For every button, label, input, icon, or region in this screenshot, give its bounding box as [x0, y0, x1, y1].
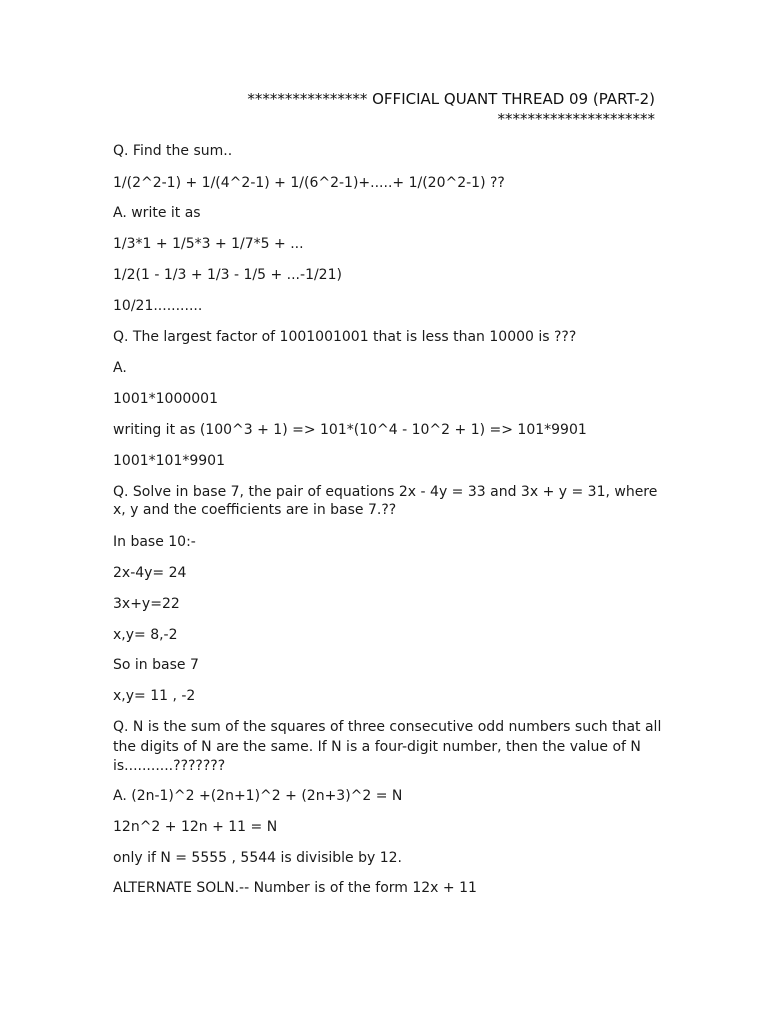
- document-title: [113, 89, 655, 129]
- text-line: 10/21...........: [113, 298, 203, 314]
- text-line: A. write it as: [113, 205, 201, 221]
- text-line: Q. Solve in base 7, the pair of equations 2x - 4y = 33 and 3x + y = 31, where: [113, 484, 658, 500]
- text-line: is...........???????: [113, 758, 226, 774]
- text-line: A. (2n-1)^2 +(2n+1)^2 + (2n+3)^2 = N: [113, 788, 403, 804]
- text-line: ALTERNATE SOLN.-- Number is of the form 12x + 11: [113, 880, 477, 896]
- text-line: 1/(2^2-1) + 1/(4^2-1) + 1/(6^2-1)+.....+ 1/(20^2-1) ??: [113, 175, 505, 191]
- text-line: Q. The largest factor of 1001001001 that is less than 10000 is ???: [113, 329, 577, 345]
- text-line: Q. N is the sum of the squares of three consecutive odd numbers such that all: [113, 719, 662, 735]
- text-line: 3x+y=22: [113, 596, 180, 612]
- title-line-1: **************** OFFICIAL QUANT THREAD 09 (PART-2): [247, 90, 655, 108]
- title-line-2: *********************: [497, 110, 655, 128]
- text-line: the digits of N are the same. If N is a four-digit number, then the value of N: [113, 739, 641, 755]
- text-line: x, y and the coefficients are in base 7.??: [113, 502, 397, 518]
- text-line: 1001*101*9901: [113, 453, 225, 469]
- text-line: In base 10:-: [113, 534, 196, 550]
- text-line: Q. Find the sum..: [113, 143, 233, 159]
- text-line: only if N = 5555 , 5544 is divisible by 12.: [113, 850, 402, 866]
- text-line: writing it as (100^3 + 1) => 101*(10^4 - 10^2 + 1) => 101*9901: [113, 422, 587, 438]
- text-line: 1001*1000001: [113, 391, 218, 407]
- text-line: So in base 7: [113, 657, 199, 673]
- text-line: A.: [113, 360, 127, 376]
- text-line: 12n^2 + 12n + 11 = N: [113, 819, 278, 835]
- text-line: x,y= 11 , -2: [113, 688, 196, 704]
- text-line: 1/3*1 + 1/5*3 + 1/7*5 + ...: [113, 236, 304, 252]
- text-line: 2x-4y= 24: [113, 565, 187, 581]
- text-line: x,y= 8,-2: [113, 627, 178, 643]
- text-line: 1/2(1 - 1/3 + 1/3 - 1/5 + ...-1/21): [113, 267, 342, 283]
